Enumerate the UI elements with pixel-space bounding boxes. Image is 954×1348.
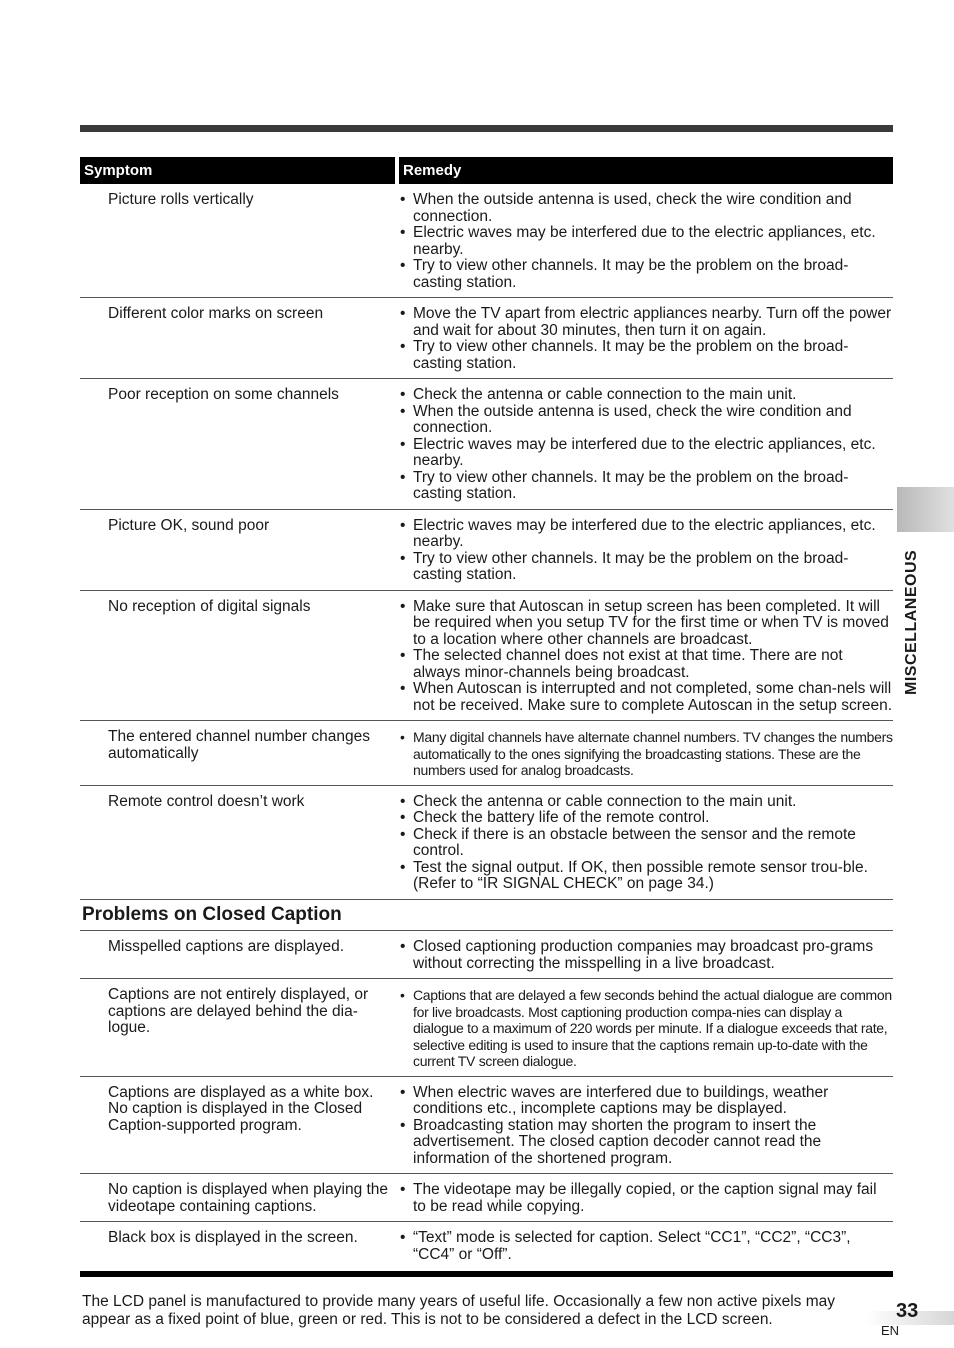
- table-row: [80, 510, 893, 591]
- table-row: [80, 379, 893, 510]
- symptom-cell: No caption is displayed when playing the videotape containing captions.: [108, 1181, 389, 1215]
- remedy-item: • Try to view other channels. It may be the problem on the broad-casting station.: [400, 551, 893, 584]
- table-row: [80, 1077, 893, 1175]
- troubleshooting-table: [80, 184, 893, 900]
- remedy-cell: [400, 510, 893, 590]
- remedy-item: • “Text” mode is selected for caption. Select “CC1”, “CC2”, “CC3”, “CC4” or “Off”.: [400, 1230, 893, 1263]
- remedy-column-header: Remedy: [399, 157, 893, 184]
- table-row: [80, 591, 893, 722]
- remedy-item: • Check if there is an obstacle between the sensor and the remote control.: [400, 827, 893, 860]
- remedy-cell: [400, 298, 893, 378]
- closed-caption-table: [80, 930, 893, 1269]
- remedy-cell: [400, 1222, 893, 1269]
- remedy-cell: [400, 721, 893, 785]
- remedy-cell: [400, 379, 893, 509]
- remedy-cell: [400, 786, 893, 899]
- top-rule: [80, 125, 893, 132]
- symptom-cell: No reception of digital signals: [108, 597, 311, 615]
- remedy-item: • Captions that are delayed a few seconds behind the actual dialogue are common for live broadcasts. Most captioning production compa-nies can display a dialogue to a maximum of 220 words per minute. If a dialogue exceeds that rate, selective editing is used to insure that the captions remain up-to-date with the current TV screen dialogue.: [400, 987, 893, 1070]
- symptom-column-header: Symptom: [80, 157, 395, 184]
- remedy-item: • Make sure that Autoscan in setup screen has been completed. It will be required when you setup TV for the first time or when TV is moved to a location where other channels are broadcast.: [400, 599, 893, 649]
- remedy-cell: [400, 1174, 893, 1221]
- remedy-item: • Many digital channels have alternate channel numbers. TV changes the numbers automatically to the ones signifying the broadcasting stations. These are the numbers used for analog broadcasts.: [400, 729, 893, 779]
- remedy-item: • When electric waves are interfered due to buildings, weather conditions etc., incomplete captions may be displayed.: [400, 1085, 893, 1118]
- symptom-cell: Poor reception on some channels: [108, 386, 339, 403]
- table-row: [80, 721, 893, 786]
- table-row: [80, 1174, 893, 1222]
- table-row: [80, 184, 893, 298]
- symptom-cell: Picture rolls vertically: [108, 191, 254, 208]
- remedy-item: • Test the signal output. If OK, then possible remote sensor trou-ble. (Refer to “IR SIGNAL CHECK” on page 34.): [400, 860, 893, 893]
- table-row: [80, 1222, 893, 1269]
- section-title: Problems on Closed Caption: [82, 904, 342, 925]
- remedy-item: • Electric waves may be interfered due to the electric appliances, etc. nearby.: [400, 225, 893, 258]
- remedy-item: • Check the antenna or cable connection to the main unit.: [400, 794, 893, 811]
- remedy-item: • When the outside antenna is used, check the wire condition and connection.: [400, 192, 893, 225]
- remedy-cell: [400, 1077, 893, 1174]
- table-row: [80, 786, 893, 900]
- footer-note: The LCD panel is manufactured to provide many years of useful life. Occasionally a few non active pixels may appear as a fixed point of blue, green or red. This is not to be considered a defect in the LCD screen.: [82, 1293, 835, 1328]
- remedy-item: • Check the battery life of the remote control.: [400, 810, 893, 827]
- remedy-item: • When the outside antenna is used, check the wire condition and connection.: [400, 404, 893, 437]
- side-tab-label: MISCELLANEOUS: [903, 549, 920, 695]
- table-row: [80, 931, 893, 979]
- symptom-cell: Different color marks on screen: [108, 305, 324, 322]
- remedy-item: • Try to view other channels. It may be the problem on the broad-casting station.: [400, 339, 893, 372]
- remedy-item: • Move the TV apart from electric appliances nearby. Turn off the power and wait for about 30 minutes, then turn it on again.: [400, 306, 893, 339]
- remedy-item: • Electric waves may be interfered due to the electric appliances, etc. nearby.: [400, 518, 893, 551]
- remedy-cell: [400, 591, 893, 721]
- symptom-cell: Misspelled captions are displayed.: [108, 938, 345, 955]
- language-code: EN: [881, 1323, 900, 1338]
- remedy-item: • Closed captioning production companies may broadcast pro-grams without correcting the misspelling in a live broadcast.: [400, 939, 893, 972]
- bottom-rule: [80, 1271, 893, 1277]
- page-number: 33: [896, 1300, 919, 1322]
- remedy-item: • Broadcasting station may shorten the program to insert the advertisement. The closed caption decoder cannot read the information of the shortened program.: [400, 1118, 893, 1168]
- remedy-item: • Check the antenna or cable connection to the main unit.: [400, 387, 893, 404]
- symptom-cell: Captions are displayed as a white box. No caption is displayed in the Closed Caption-supported program.: [108, 1083, 374, 1134]
- table-row: [80, 979, 893, 1077]
- symptom-cell: The entered channel number changes automatically: [108, 728, 370, 762]
- remedy-item: • The videotape may be illegally copied, or the caption signal may fail to be read while copying.: [400, 1182, 893, 1215]
- remedy-cell: [400, 931, 893, 978]
- remedy-item: • Electric waves may be interfered due to the electric appliances, etc. nearby.: [400, 437, 893, 470]
- symptom-cell: Remote control doesn’t work: [108, 792, 305, 810]
- remedy-cell: [400, 979, 893, 1076]
- remedy-item: • When Autoscan is interrupted and not completed, some chan-nels will not be received. Make sure to complete Autoscan in the setup screen.: [400, 681, 893, 714]
- remedy-item: • Try to view other channels. It may be the problem on the broad-casting station.: [400, 470, 893, 503]
- remedy-item: • The selected channel does not exist at that time. There are not always minor-channels being broadcast.: [400, 648, 893, 681]
- remedy-item: • Try to view other channels. It may be the problem on the broad-casting station.: [400, 258, 893, 291]
- table-row: [80, 298, 893, 379]
- remedy-cell: [400, 184, 893, 297]
- side-tab-marker: [897, 487, 954, 532]
- symptom-cell: Picture OK, sound poor: [108, 516, 270, 534]
- symptom-cell: Black box is displayed in the screen.: [108, 1229, 358, 1246]
- symptom-cell: Captions are not entirely displayed, or captions are delayed behind the dia-logue.: [108, 986, 369, 1036]
